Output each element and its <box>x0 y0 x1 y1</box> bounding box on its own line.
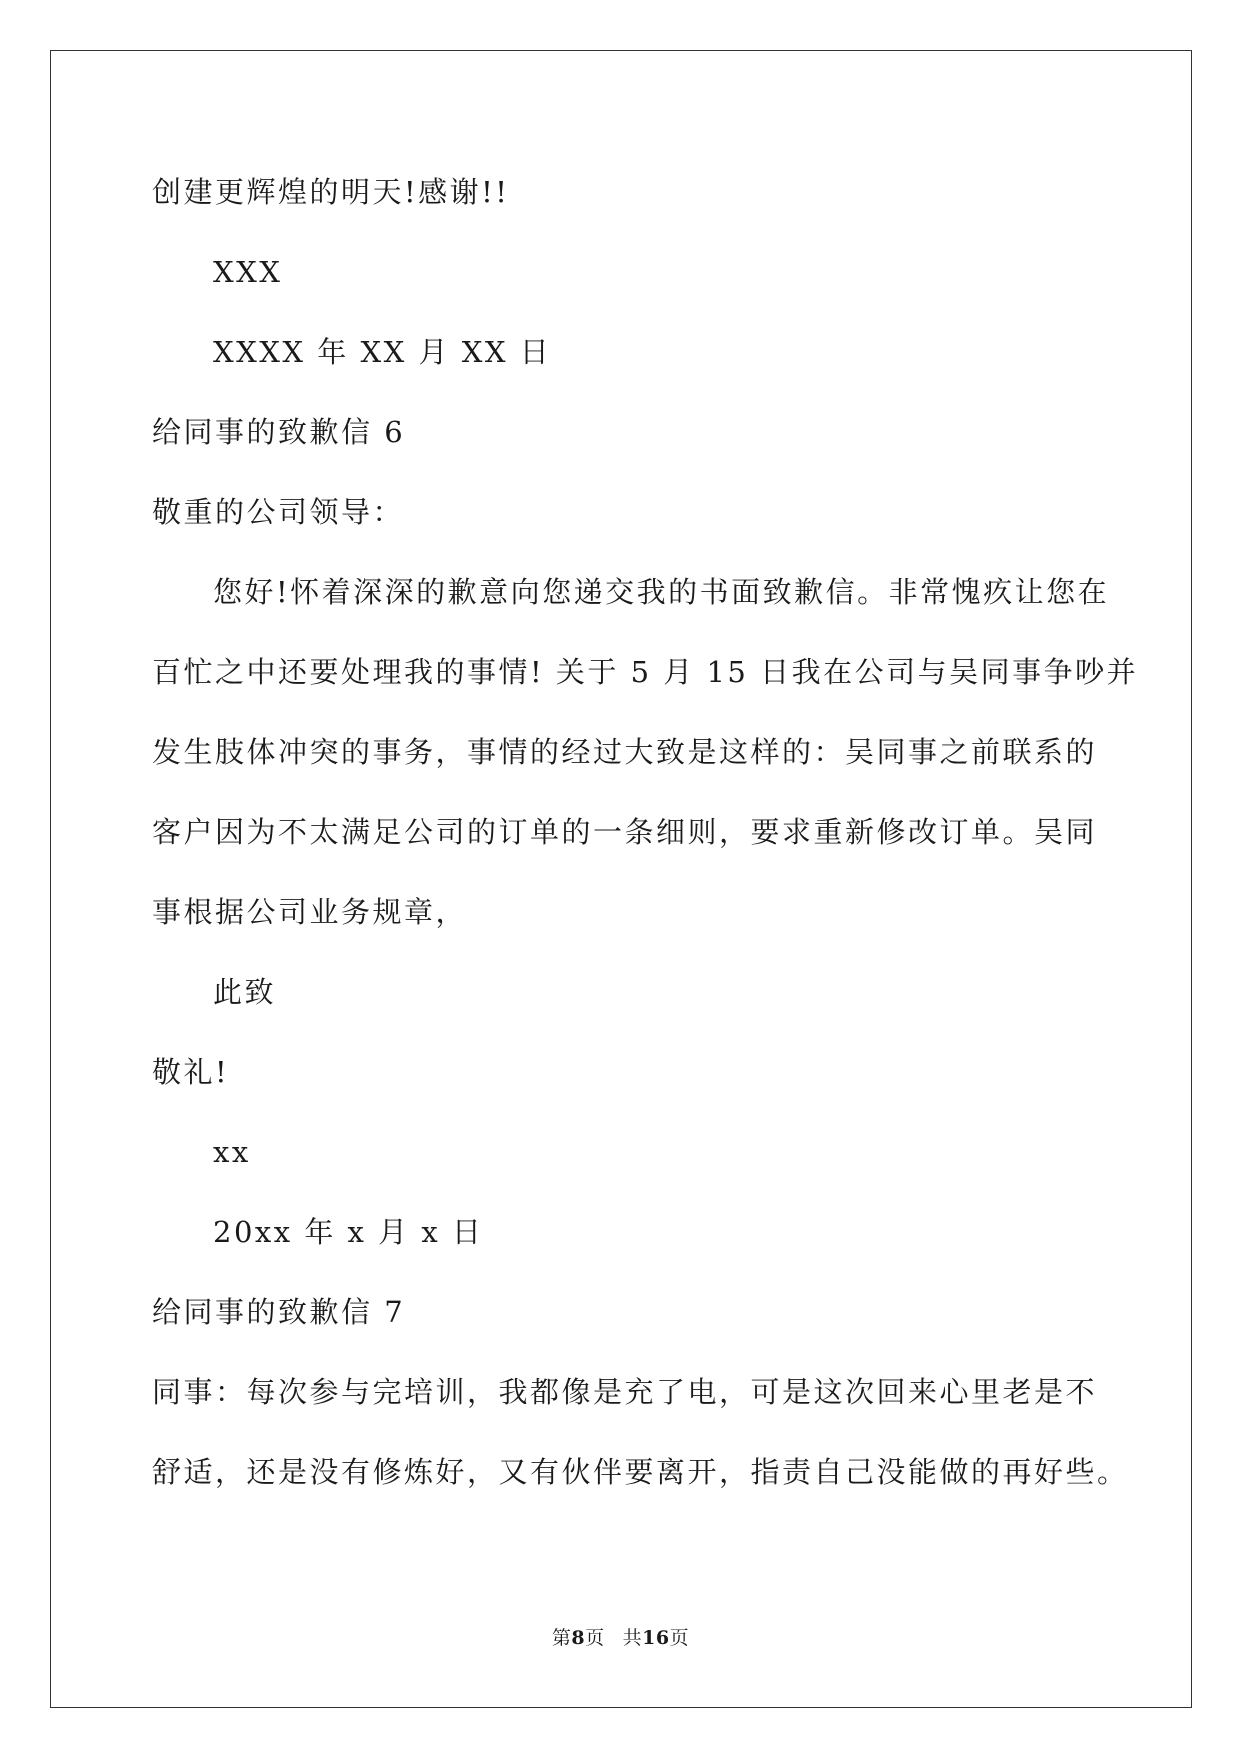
text-line-body-7-1: 同事：每次参与完培训，我都像是充了电，可是这次回来心里老是不 <box>152 1375 1098 1409</box>
text-line-date-6: 20xx 年 x 月 x 日 <box>213 1215 484 1249</box>
footer-current-page: 8 <box>571 1627 586 1649</box>
text-line-body-6-4: 客户因为不太满足公司的订单的一条细则，要求重新修改订单。吴同 <box>152 815 1098 849</box>
text-line-closing-6: 此致 <box>213 975 277 1009</box>
heading-letter-7: 给同事的致歉信 7 <box>152 1295 406 1329</box>
footer-total-suffix: 页 <box>669 1627 690 1649</box>
footer-prefix: 第 <box>551 1627 572 1649</box>
text-line-closing-thanks: 创建更辉煌的明天!感谢!! <box>152 175 510 209</box>
text-line-signature-1: XXX <box>213 255 283 289</box>
text-line-body-6-5: 事根据公司业务规章， <box>152 895 468 929</box>
text-line-signature-6: xx <box>213 1135 251 1169</box>
text-line-body-6-2: 百忙之中还要处理我的事情! 关于 5 月 15 日我在公司与吴同事争吵并 <box>152 655 1139 689</box>
text-line-salutation-6: 敬重的公司领导： <box>152 495 405 529</box>
text-line-body-6-3: 发生肢体冲突的事务，事情的经过大致是这样的：吴同事之前联系的 <box>152 735 1098 769</box>
text-line-date-1: XXXX 年 XX 月 XX 日 <box>213 335 552 369</box>
footer-total-prefix: 共 <box>622 1627 643 1649</box>
footer-total-pages: 16 <box>642 1627 670 1649</box>
text-line-body-7-2: 舒适，还是没有修炼好，又有伙伴要离开，指责自己没能做的再好些。 <box>152 1455 1129 1489</box>
page-footer <box>0 1625 1241 1651</box>
heading-letter-6: 给同事的致歉信 6 <box>152 415 406 449</box>
text-line-body-6-1: 您好!怀着深深的歉意向您递交我的书面致歉信。非常愧疚让您在 <box>213 575 1110 609</box>
text-line-regards-6: 敬礼! <box>152 1055 230 1089</box>
footer-page-suffix: 页 <box>585 1627 605 1649</box>
